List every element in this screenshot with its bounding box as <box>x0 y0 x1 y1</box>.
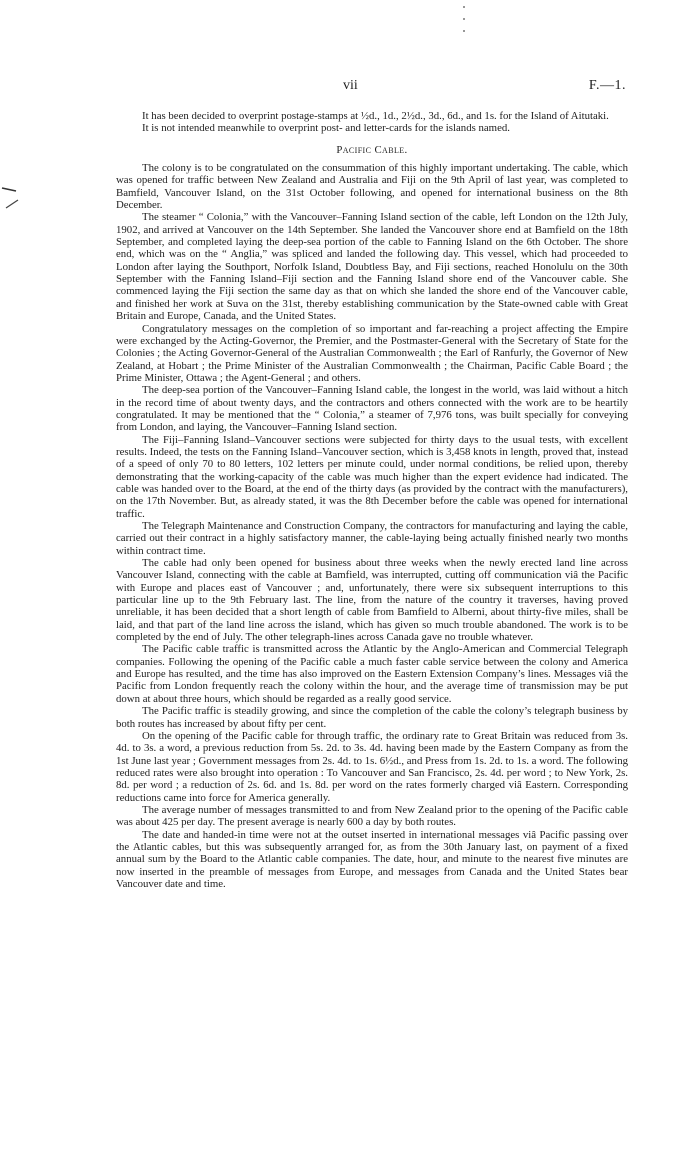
paragraph: The colony is to be congratulated on the consummation of this highly important undertaking. The cable, which was opened for traffic between New Zealand and Australia and Fiji on the 9th April of last year, was completed to Bamfield, Vancouver Island, on the 31st October following, and opened for international business on the 8th December. <box>116 162 628 212</box>
paragraph: The steamer “ Colonia,” with the Vancouver–Fanning Island section of the cable, left London on the 12th July, 1902, and arrived at Vancouver on the 14th September. She landed the Vancouver shore end at Bamfield on the 18th September, and completed laying the deep-sea portion of the cable to Fanning Island on the 6th October. The shore end, which was on the “ Anglia,” was spliced and landed the following day. This vessel, which had proceeded to London after laying the Southport, Norfolk Island, Doubtless Bay, and Fiji sections, reached Honolulu on the 30th September with the Fanning Island–Fiji section and the Fanning Island shore end of the Vancouver cable. She commenced laying the Fiji section the same day as that on which she landed the shore end of the Vancouver cable, and finished her work at Suva on the 31st, thereby establishing communication by the State-owned cable with Great Britain and Europe, Canada, and the United States. <box>116 211 628 323</box>
paragraph: It is not intended meanwhile to overprint post- and letter-cards for the islands named. <box>142 122 510 135</box>
scan-speck <box>463 6 465 8</box>
paragraph: The average number of messages transmitted to and from New Zealand prior to the opening of the Pacific cable was about 425 per day. The present average is nearly 600 a day by both routes. <box>116 803 628 829</box>
scan-speck <box>463 30 465 32</box>
margin-pencil-mark <box>0 182 40 212</box>
paragraph: The Fiji–Fanning Island–Vancouver sections were subjected for thirty days to the usual tests, with excellent results. Indeed, the tests on the Fanning Island–Vancouver section, which is 3,458 knots in length, proved that, instead of a speed of only 70 to 80 letters, 102 letters per minute could, under normal conditions, be relied upon, thereby demonstrating that the working-capacity of the cable was much higher than the expert evidence had indicated. The cable was handed over to the Board, at the end of the thirty days (as provided by the contract with the manufacturers), on the 17th November. But, as already stated, it was the 8th December before the cable was opened for international traffic. <box>116 433 628 520</box>
paragraph: The Pacific traffic is steadily growing, and since the completion of the cable the colony’s telegraph business by both routes has increased by about fifty per cent. <box>116 705 628 730</box>
document-reference: F.—1. <box>588 78 626 93</box>
page-header <box>0 78 700 98</box>
paragraph: The cable had only been opened for business about three weeks when the newly erected land line across Vancouver Island, connecting with the cable at Bamfield, was interrupted, cutting off communication viâ the Pacific with Europe and places east of Vancouver ; and, unfortunately, there were six subsequent interruptions to this particular line up to the 9th February last. The line, from the nature of the country it traverses, having proved unreliable, it has been decided that a short length of cable from Bamfield to Alberni, about thirty-five miles, shall be laid, and that part of the land line across the island, which has given so much trouble abandoned. The work is to be completed by the end of July. The other telegraph-lines across Canada gave no trouble whatever. <box>116 557 628 644</box>
paragraph: On the opening of the Pacific cable for through traffic, the ordinary rate to Great Britain was reduced from 3s. 4d. to 3s. a word, a previous reduction from 5s. 2d. to 3s. 4d. having been made by the Eastern Company as from the 1st June last year ; Government messages from 2s. 4d. to 1s. 6½d., and Press from 1s. 2d. to 1s. a word. The following reduced rates were also brought into operation : To Vancouver and San Francisco, 2s. 4d. per word ; to New York, 2s. 8d. per word ; a reduction of 2s. 6d. and 1s. 8d. per word on the rates formerly charged viâ Eastern. Corresponding reductions came into force for America generally. <box>116 729 628 804</box>
paragraph: The date and handed-in time were not at the outset inserted in international messages viâ Pacific passing over the Atlantic cables, but this was subsequently arranged for, as from the 30th January last, on payment of a fixed annual sum by the Board to the Atlantic cable companies. The date, hour, and minute to the nearest five minutes are now inserted in the preamble of messages from Europe, and messages from Canada and the United States bear Vancouver date and time. <box>116 828 628 890</box>
document-body <box>116 110 628 890</box>
paragraph: The Telegraph Maintenance and Construction Company, the contractors for manufacturing and laying the cable, carried out their contract in a highly satisfactory manner, the cable-laying being actually finished nearly two months within contract time. <box>116 520 628 557</box>
paragraph: The Pacific cable traffic is transmitted across the Atlantic by the Anglo-American and Commercial Telegraph companies. Following the opening of the Pacific cable a much faster cable service between the colony and America and Europe has resulted, and the time has also improved on the Eastern Extension Company’s lines. Messages viâ the Pacific from London frequently reach the colony within the hour, and the average time of transmission may be put down at about three hours, which should be regarded as a really good service. <box>116 643 628 705</box>
paragraph: The deep-sea portion of the Vancouver–Fanning Island cable, the longest in the world, was laid without a hitch in the record time of about twenty days, and the contractors and others connected with the work are to be heartily congratulated. It may be mentioned that the “ Colonia,” a steamer of 7,976 tons, was built specially for conveying from London, and laying, the Vancouver–Fanning Island section. <box>116 384 628 434</box>
paragraph: It has been decided to overprint postage-stamps at ½d., 1d., 2½d., 3d., 6d., and 1s. for the Island of Aitutaki. <box>142 110 609 122</box>
section-heading: Pacific Cable. <box>336 143 408 156</box>
scan-speck <box>463 18 465 20</box>
paragraph: Congratulatory messages on the completion of so important and far-reaching a project affecting the Empire were exchanged by the Acting-Governor, the Premier, and the Postmaster-General with the Secretary of State for the Colonies ; the Acting Governor-General of the Australian Commonwealth ; the Earl of Ranfurly, the Governor of New Zealand, at Hobart ; the Prime Minister of the Australian Commonwealth ; the Chairman, Pacific Cable Board ; the Prime Minister, Ottawa ; the Agent-General ; and others. <box>116 322 628 384</box>
page-number: vii <box>343 78 358 93</box>
